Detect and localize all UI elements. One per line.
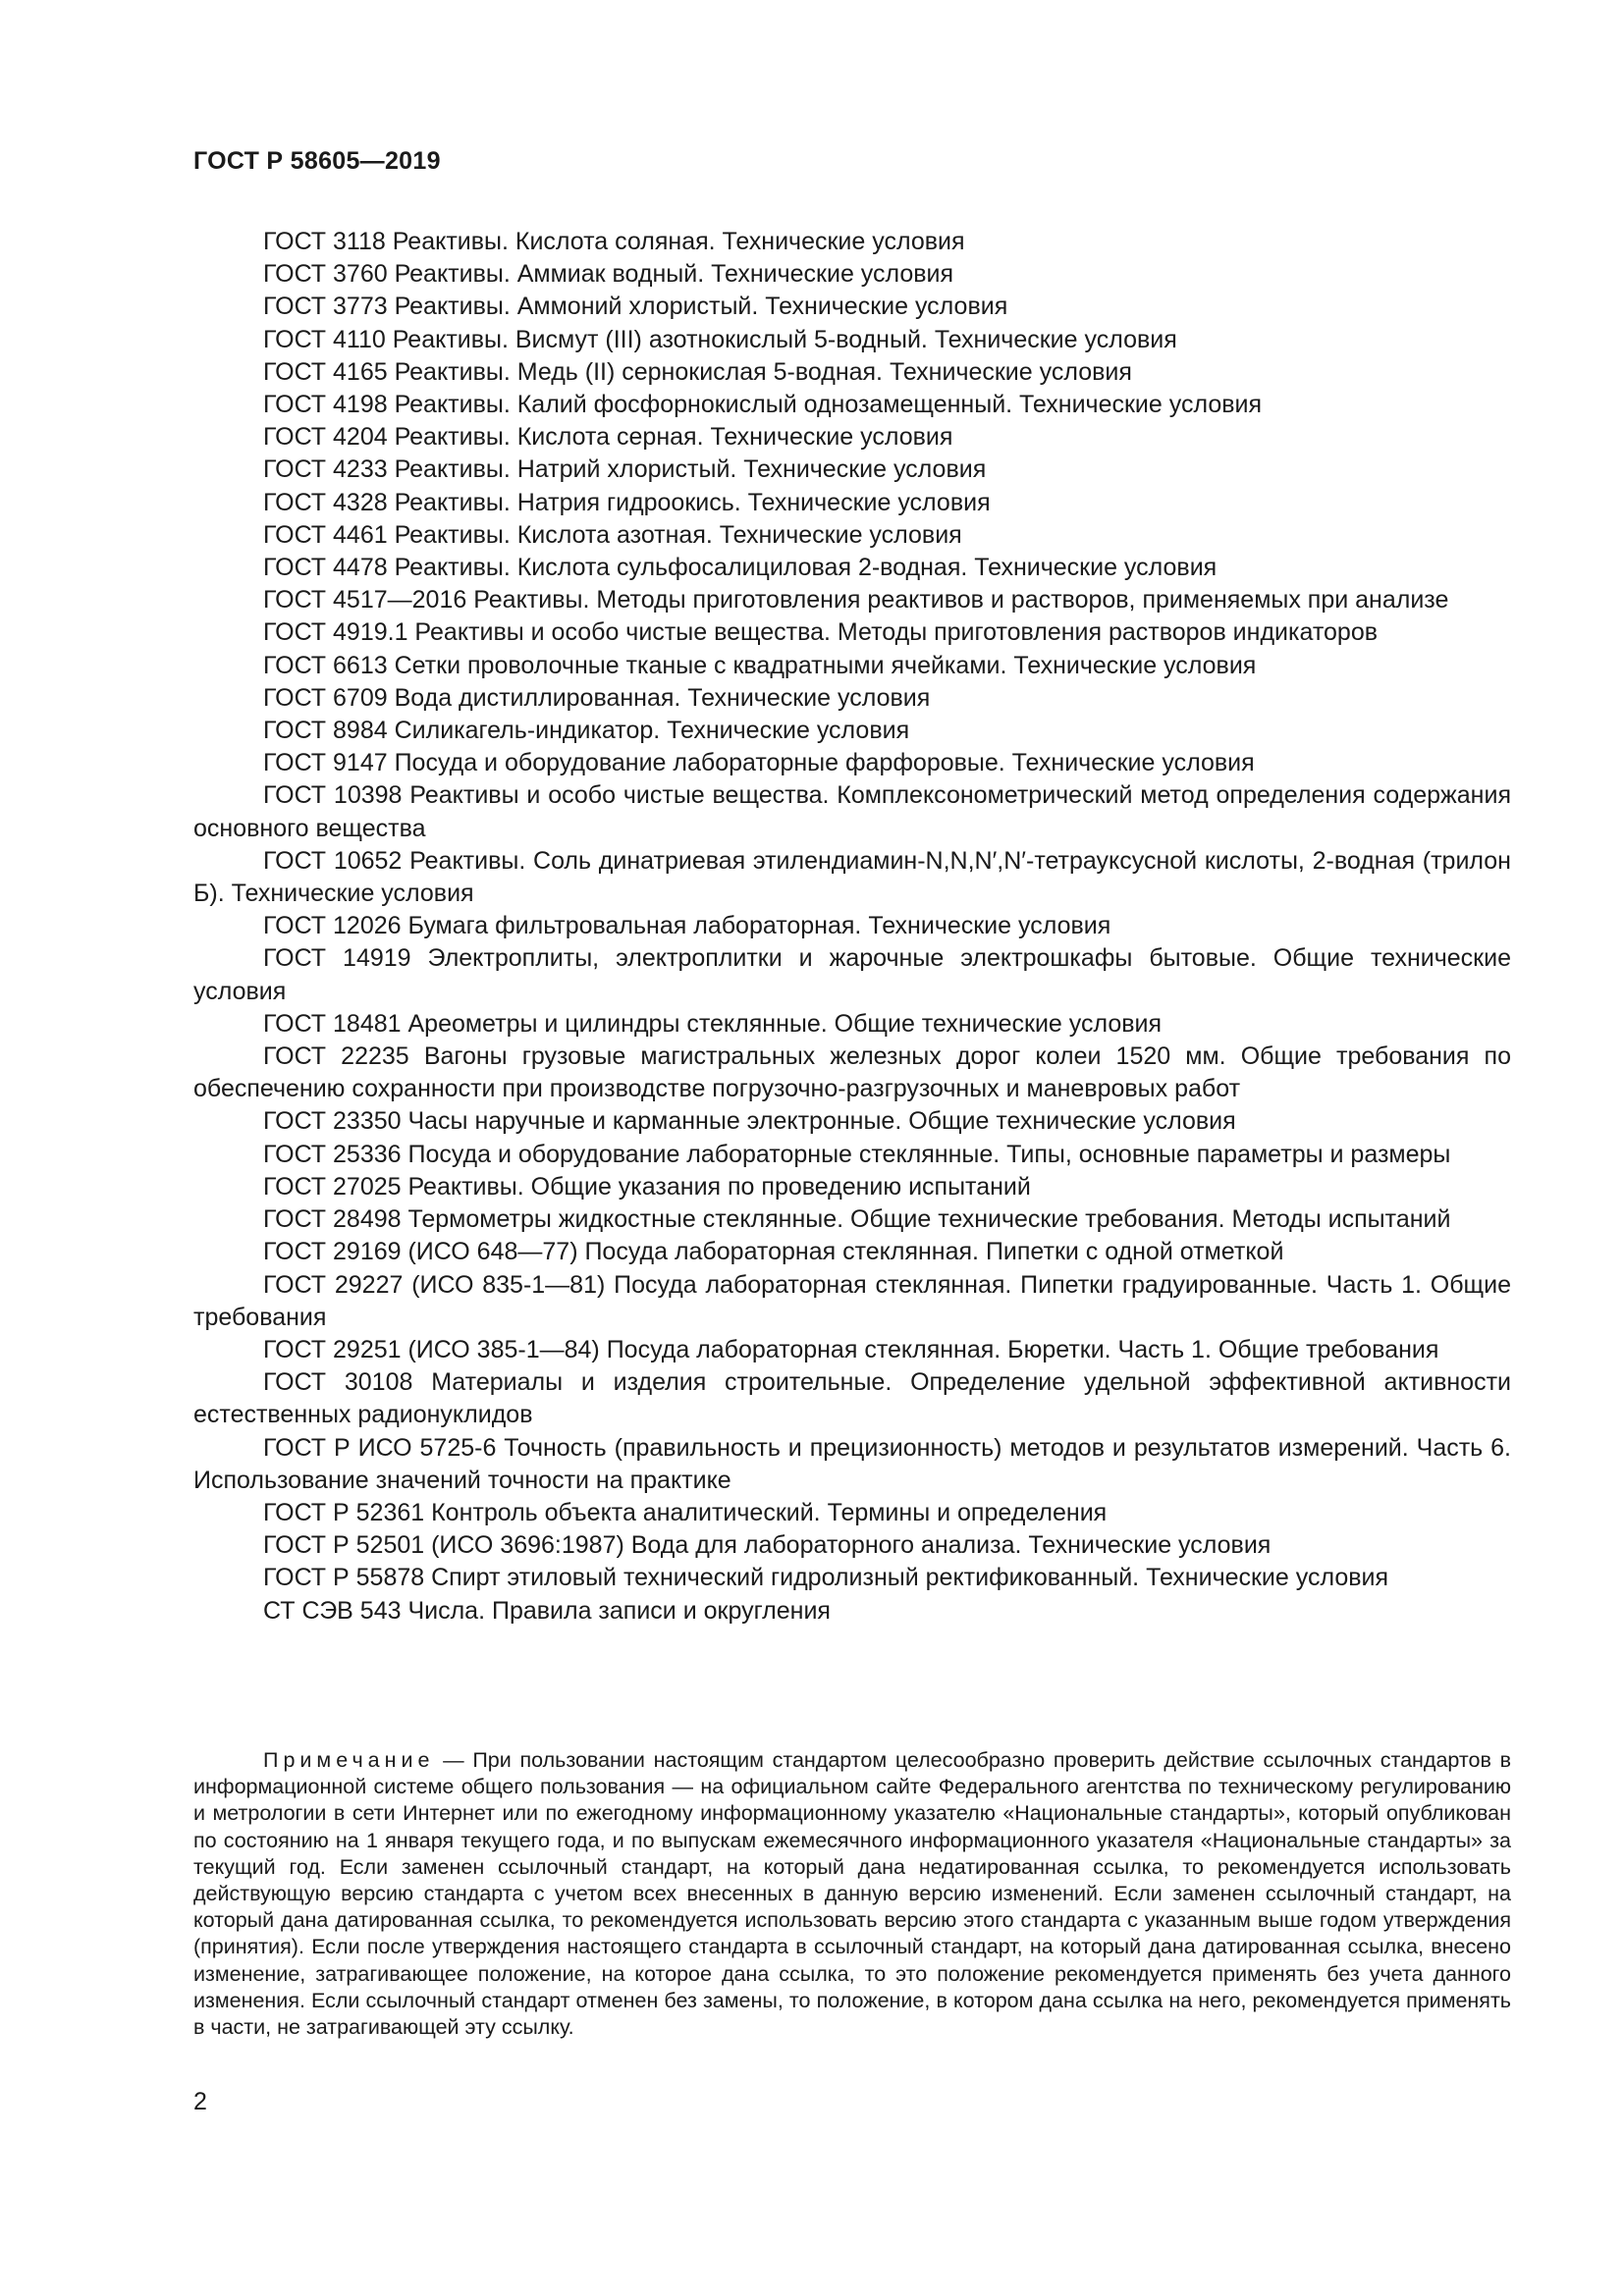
- reference-item: ГОСТ 4517—2016 Реактивы. Методы приготовления реактивов и растворов, применяемых при анализе: [263, 586, 1449, 614]
- reference-item: ГОСТ 10652 Реактивы. Соль динатриевая этилендиамин-N,N,N′,N′-тетрауксусной кислоты, 2-водная (трилон Б). Технические условия: [193, 846, 1511, 908]
- reference-item: ГОСТ 4919.1 Реактивы и особо чистые вещества. Методы приготовления растворов индикаторов: [263, 618, 1378, 647]
- note-text: — При пользовании настоящим стандартом целесообразно проверить действие ссылочных стандартов в информационной системе общего пользования — на официальном сайте Федерального агентства по техническому регулированию и метрологии в сети Интернет или по ежегодному информационному указателю «Национальные стандарты», который опубликован по состоянию на 1 января текущего года, и по выпускам ежемесячного информационного указателя «Национальные стандарты» за текущий год. Если заменен ссылочный стандарт, на который дана недатированная ссылка, то рекомендуется использовать действующую версию стандарта с учетом всех внесенных в данную версию изменений. Если заменен ссылочный стандарт, на который дана датированная ссылка, то рекомендуется использовать версию этого стандарта с указанным выше годом утверждения (принятия). Если после утверждения настоящего стандарта в ссылочный стандарт, на который дана датированная ссылка, внесено изменение, затрагивающее положение, на которое дана ссылка, то это положение рекомендуется применять без учета данного изменения. Если ссылочный стандарт отменен без замены, то положение, в котором дана ссылка на него, рекомендуется применять в части, не затрагивающей эту ссылку.: [193, 1748, 1511, 2040]
- reference-item: ГОСТ 8984 Силикагель-индикатор. Технические условия: [263, 717, 910, 745]
- page-number: 2: [193, 2088, 207, 2115]
- reference-item: ГОСТ 6613 Сетки проволочные тканые с квадратными ячейками. Технические условия: [263, 651, 1257, 679]
- reference-item: ГОСТ 9147 Посуда и оборудование лабораторные фарфоровые. Технические условия: [263, 749, 1255, 777]
- note-label: Примечание: [263, 1748, 435, 1772]
- reference-item: ГОСТ 3118 Реактивы. Кислота соляная. Технические условия: [263, 228, 965, 255]
- reference-item: ГОСТ 4165 Реактивы. Медь (II) сернокислая 5-водная. Технические условия: [263, 357, 1132, 386]
- document-header-code: ГОСТ Р 58605—2019: [193, 147, 441, 175]
- reference-item: ГОСТ 29227 (ИСО 835-1—81) Посуда лабораторная стеклянная. Пипетки градуированные. Часть 1. Общие требования: [193, 1270, 1511, 1331]
- reference-item: ГОСТ Р ИСО 5725-6 Точность (правильность и прецизионность) методов и результатов измерений. Часть 6. Использование значений точности на практике: [193, 1433, 1511, 1494]
- reference-item: ГОСТ 27025 Реактивы. Общие указания по проведению испытаний: [263, 1172, 1031, 1201]
- reference-item: СТ СЭВ 543 Числа. Правила записи и округления: [263, 1596, 831, 1625]
- reference-item: ГОСТ 23350 Часы наручные и карманные электронные. Общие технические условия: [263, 1107, 1236, 1136]
- reference-item: ГОСТ Р 52361 Контроль объекта аналитический. Термины и определения: [263, 1498, 1108, 1526]
- reference-item: ГОСТ 4110 Реактивы. Висмут (III) азотнокислый 5-водный. Технические условия: [263, 325, 1177, 353]
- reference-item: ГОСТ 28498 Термометры жидкостные стеклянные. Общие технические требования. Методы испытаний: [263, 1205, 1451, 1234]
- reference-item: ГОСТ 4328 Реактивы. Натрия гидроокись. Технические условия: [263, 488, 991, 516]
- reference-item: ГОСТ 3773 Реактивы. Аммоний хлористый. Технические условия: [263, 293, 1008, 321]
- reference-item: ГОСТ 12026 Бумага фильтровальная лабораторная. Технические условия: [263, 912, 1111, 940]
- reference-item: ГОСТ 14919 Электроплиты, электроплитки и жарочные электрошкафы бытовые. Общие технические условия: [193, 944, 1511, 1005]
- normative-references-list: [193, 226, 1511, 1628]
- reference-item: ГОСТ 3760 Реактивы. Аммиак водный. Технические условия: [263, 260, 954, 289]
- reference-item: ГОСТ 18481 Ареометры и цилиндры стеклянные. Общие технические условия: [263, 1009, 1163, 1038]
- note-paragraph: [193, 1747, 1511, 2041]
- reference-item: ГОСТ 25336 Посуда и оборудование лабораторные стеклянные. Типы, основные параметры и размеры: [263, 1140, 1451, 1168]
- reference-item: ГОСТ 4478 Реактивы. Кислота сульфосалициловая 2-водная. Технические условия: [263, 554, 1218, 582]
- reference-item: ГОСТ Р 52501 (ИСО 3696:1987) Вода для лабораторного анализа. Технические условия: [263, 1531, 1272, 1560]
- reference-item: ГОСТ 10398 Реактивы и особо чистые вещества. Комплексонометрический метод определения содержания основного вещества: [193, 781, 1511, 842]
- reference-item: ГОСТ Р 55878 Спирт этиловый технический гидролизный ректификованный. Технические условия: [263, 1564, 1389, 1592]
- reference-item: ГОСТ 22235 Вагоны грузовые магистральных железных дорог колеи 1520 мм. Общие требования по обеспечению сохранности при производстве погрузочно-разгрузочных и маневровых работ: [193, 1042, 1511, 1103]
- reference-item: ГОСТ 4204 Реактивы. Кислота серная. Технические условия: [263, 423, 953, 452]
- reference-item: ГОСТ 29169 (ИСО 648—77) Посуда лабораторная стеклянная. Пипетки с одной отметкой: [263, 1238, 1284, 1266]
- reference-item: ГОСТ 4233 Реактивы. Натрий хлористый. Технические условия: [263, 455, 987, 484]
- reference-item: ГОСТ 4198 Реактивы. Калий фосфорнокислый однозамещенный. Технические условия: [263, 391, 1263, 419]
- reference-item: ГОСТ 29251 (ИСО 385-1—84) Посуда лабораторная стеклянная. Бюретки. Часть 1. Общие требования: [263, 1335, 1439, 1363]
- reference-item: ГОСТ 30108 Материалы и изделия строительные. Определение удельной эффективной активности естественных радионуклидов: [193, 1368, 1511, 1429]
- reference-item: ГОСТ 6709 Вода дистиллированная. Технические условия: [263, 683, 931, 712]
- reference-item: ГОСТ 4461 Реактивы. Кислота азотная. Технические условия: [263, 520, 962, 549]
